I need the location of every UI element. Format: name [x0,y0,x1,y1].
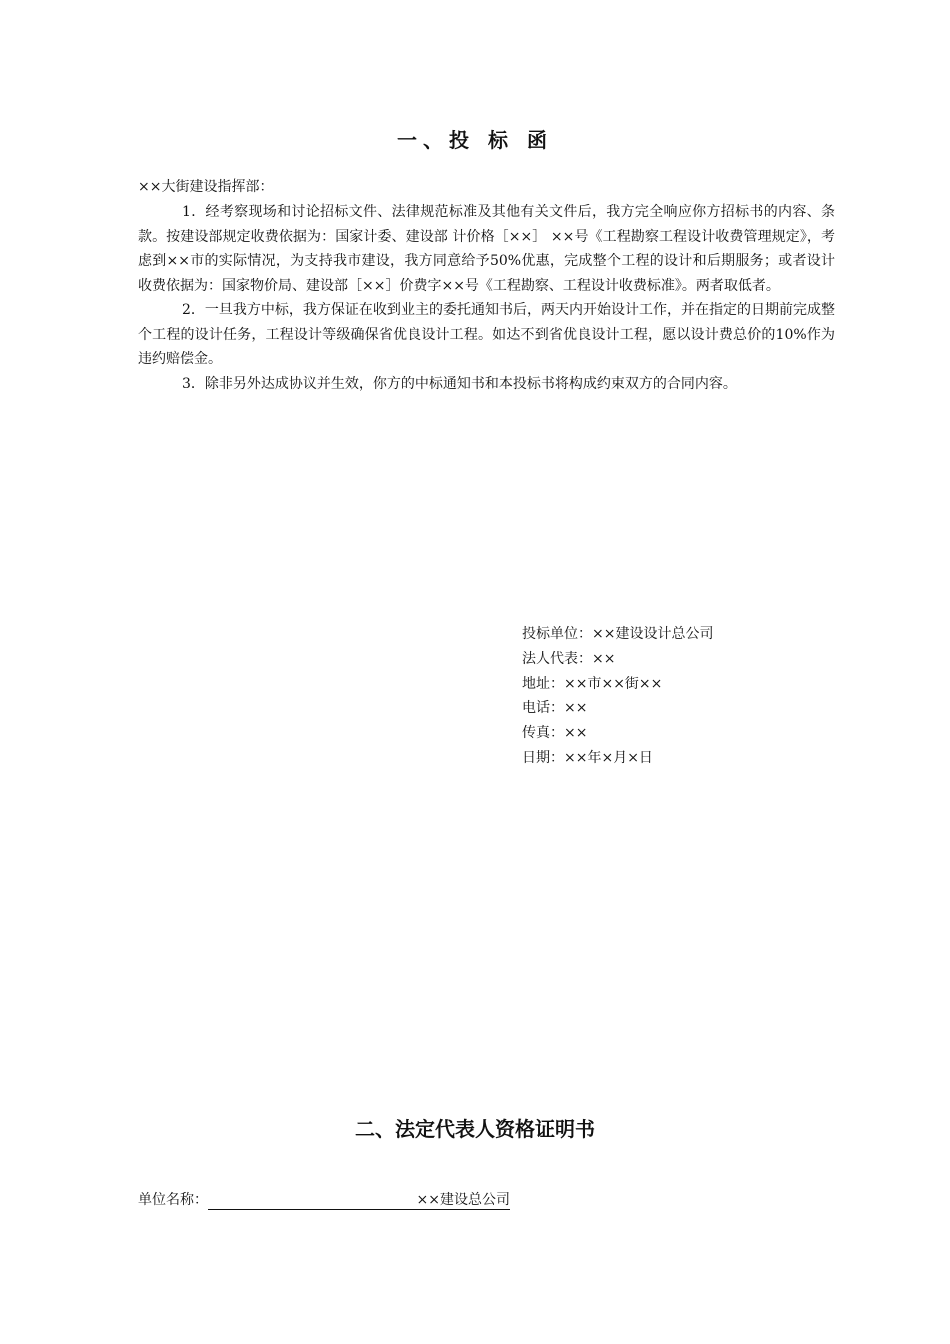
paragraph-3: 3．除非另外达成协议并生效，你方的中标通知书和本投标书将构成约束双方的合同内容。 [182,375,737,392]
unit-name-label: 单位名称： [138,1192,208,1208]
bid-letter-title: 一、投 标 函 [397,128,553,152]
date-line: 日期：××年×月×日 [522,749,653,766]
bidder-unit-line: 投标单位：××建设设计总公司 [522,626,714,642]
address-line: 地址：××市××街×× [522,675,663,692]
phone-line: 电话：×× [522,700,588,717]
bid-letter-body [138,200,835,396]
salutation: ××大街建设指挥部： [138,179,274,195]
fax-line: 传真：×× [522,725,588,742]
legal-representative-line: 法人代表：×× [522,650,616,667]
paragraph-1: 1．经考察现场和讨论招标文件、法律规范标准及其他有关文件后，我方完全响应你方招标书的内容、条款。按建设部规定收费依据为：国家计委、建设部 计价格［××］ ××号《工程勘察工程设计收费管理规定》，考虑到××市的实际情况，为支持我市建设，我方同意给予50%优惠，完成整个工程的设计和后期服务；或者设计收费依据为：国家物价局、建设部［××］价费字××号《工程勘察、工程设计收费标准》。两者取低者。 [138,204,835,294]
legal-rep-certificate-title: 二、法定代表人资格证明书 [355,1117,595,1141]
paragraph-2: 2．一旦我方中标，我方保证在收到业主的委托通知书后，两天内开始设计工作，并在指定的日期前完成整个工程的设计任务，工程设计等级确保省优良设计工程。如达不到省优良设计工程，愿以设计费总价的10%作为违约赔偿金。 [138,302,835,367]
signature-block [522,622,713,771]
unit-name-value: ××建设总公司 [208,1191,510,1210]
unit-name-row [138,1188,510,1212]
